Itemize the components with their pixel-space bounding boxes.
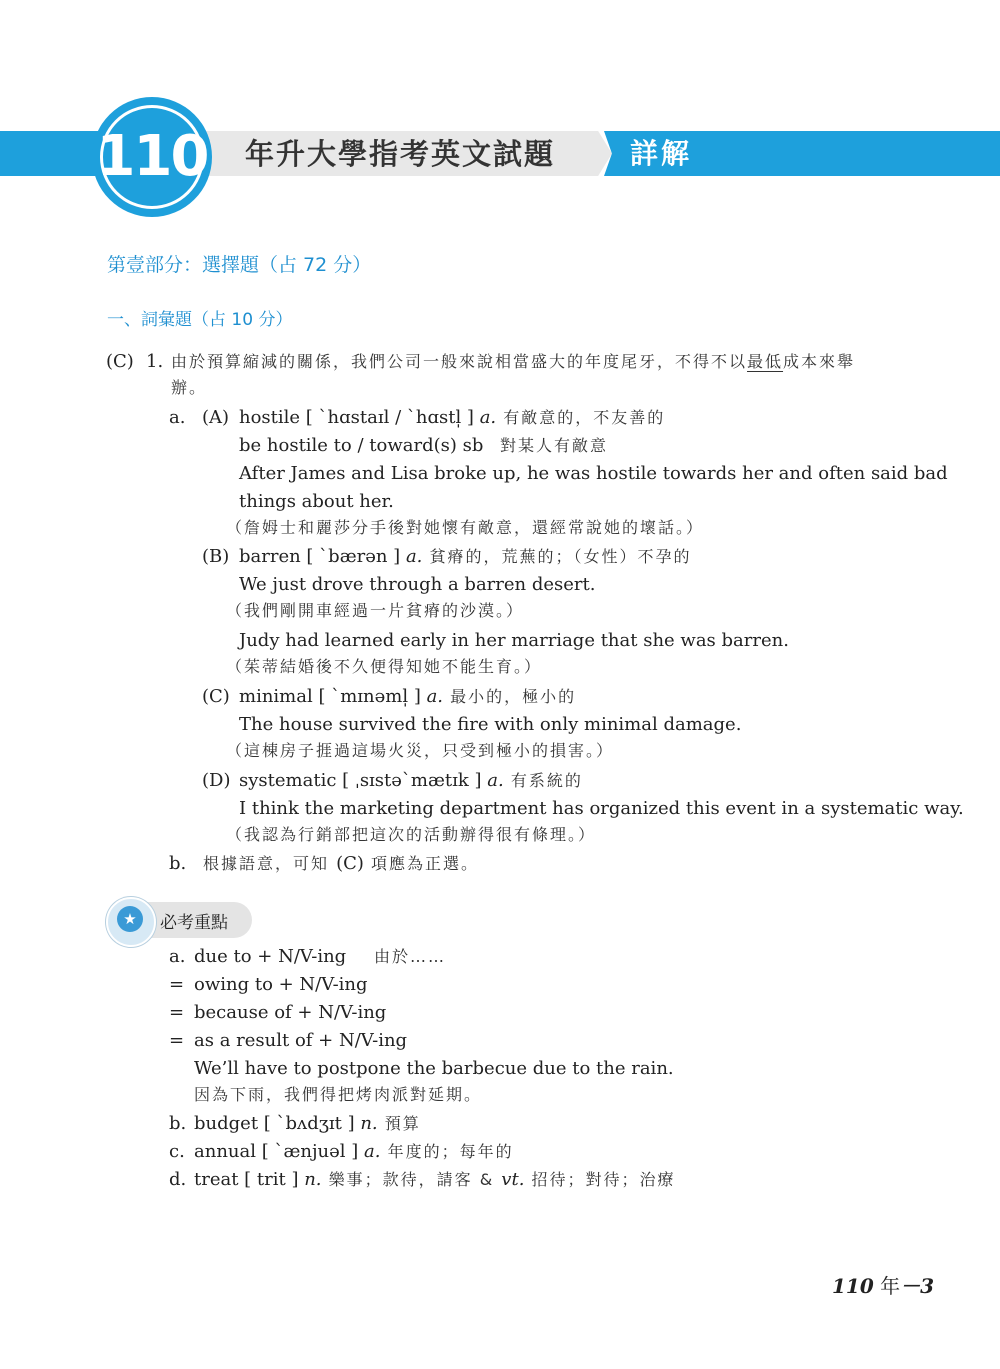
option-a-word: hostile [ ˋhɑstaɪl / ˋhɑstl̩ ] [239, 407, 480, 428]
question-stem-line2 [171, 376, 207, 400]
option-a-phrase: be hostile to / toward(s) sb [239, 435, 484, 456]
explanation-b-text-3: 項應為正選。 [363, 854, 480, 873]
option-a-translation: （詹姆士和麗莎分手後對她懷有敵意，還經常說她的壞話。） [226, 518, 705, 537]
option-b-entry [239, 545, 691, 569]
option-a-pos: a. [479, 407, 497, 428]
key-c-pos: a. [364, 1141, 381, 1162]
key-a-equivalent-2: because of + N/V-ing [194, 1002, 387, 1023]
explanation-b-answer: (C) [336, 853, 364, 874]
key-b-entry [194, 1112, 421, 1136]
option-b-meaning: 貧瘠的，荒蕪的；（女性）不孕的 [422, 547, 692, 566]
option-b-translation2: （茱蒂結婚後不久便得知她不能生育。） [226, 657, 543, 676]
key-d-label: d. [169, 1169, 187, 1190]
section-heading: 一、詞彙題（占 10 分） [107, 310, 293, 330]
option-b-label: (B) [202, 546, 230, 567]
answer-key: (C) [106, 351, 134, 372]
page-number-page: －3 [900, 1274, 935, 1298]
option-d-pos: a. [487, 770, 504, 791]
option-d-entry [239, 769, 583, 793]
key-a-meaning: 由於…… [374, 947, 447, 966]
option-c-entry [239, 685, 576, 709]
key-d-pos-verb: vt. [501, 1169, 525, 1190]
explanation-b-label: b. [169, 853, 187, 874]
stem-text-c: 辦。 [171, 378, 208, 397]
key-a-label: a. [169, 946, 186, 967]
option-a-phrase-meaning: 對某人有敵意 [500, 436, 609, 455]
option-a-entry [239, 406, 665, 430]
key-points-label: 必考重點 [160, 913, 228, 933]
page-number-year: 110 [832, 1274, 874, 1298]
equals-sign: = [169, 1002, 185, 1023]
key-c-label: c. [169, 1141, 185, 1162]
option-d-translation1: （我認為行銷部把這次的活動辦得很有條理。） [226, 825, 597, 844]
option-d-word: systematic [ ˌsɪstəˋmætɪk ] [239, 770, 488, 791]
option-d-label: (D) [202, 770, 231, 791]
key-a-equivalent-3: as a result of + N/V-ing [194, 1030, 408, 1051]
option-a-label: (A) [202, 407, 230, 428]
option-b-pos: a. [405, 546, 423, 567]
part-heading: 第壹部分：選擇題（占 72 分） [107, 254, 372, 276]
page-number-suffix: 年 [873, 1274, 901, 1298]
equals-sign: = [169, 974, 185, 995]
header-tag: 詳解 [630, 137, 693, 170]
key-d-word: treat [ trit ] [194, 1169, 305, 1190]
explanation-b-text [203, 852, 479, 876]
star-icon: ★ [123, 910, 137, 928]
header-year: 110 [96, 124, 208, 189]
key-d-pos-noun: n. [304, 1169, 322, 1190]
key-d-meaning-verb: 招待；對待；治療 [524, 1170, 676, 1189]
key-c-entry [194, 1140, 514, 1164]
option-b-example2: Judy had learned early in her marriage that she was barren. [239, 630, 789, 651]
key-a-equivalent-1: owing to + N/V-ing [194, 974, 368, 995]
option-a-example-line1: After James and Lisa broke up, he was hostile towards her and often said bad [239, 463, 948, 484]
option-d-example1: I think the marketing department has organized this event in a systematic way. [239, 798, 964, 819]
stem-underlined-word: 最低 [747, 352, 784, 371]
explanation-b-text-1: 根據語意，可知 [203, 854, 337, 873]
key-c-meaning: 年度的；每年的 [380, 1142, 514, 1161]
option-b-word: barren [ ˋbærən ] [239, 546, 406, 567]
question-number: 1. [146, 351, 164, 372]
stem-text-a: 由於預算縮減的關係，我們公司一般來說相當盛大的年度尾牙，不得不以 [171, 352, 748, 371]
header-title: 年升大學指考英文試題 [245, 137, 556, 171]
option-a-meaning: 有敵意的，不友善的 [496, 408, 666, 427]
key-b-meaning: 預算 [377, 1114, 421, 1133]
option-c-meaning: 最小的，極小的 [443, 687, 577, 706]
option-c-pos: a. [426, 686, 444, 707]
key-a-translation: 因為下雨，我們得把烤肉派對延期。 [194, 1085, 483, 1104]
stem-text-b: 成本來舉 [783, 352, 856, 371]
key-b-word: budget [ ˋbʌdʒɪt ] [194, 1113, 361, 1134]
explanation-a-label: a. [169, 407, 186, 428]
option-c-translation1: （這棟房子捱過這場火災，只受到極小的損害。） [226, 741, 615, 760]
option-b-example1: We just drove through a barren desert. [239, 574, 596, 595]
option-a-example-line2: things about her. [239, 491, 394, 512]
equals-sign: = [169, 1030, 185, 1051]
key-a-head: due to + N/V-ing [194, 946, 347, 967]
key-c-word: annual [ ˋænjuəl ] [194, 1141, 365, 1162]
key-b-pos: n. [360, 1113, 378, 1134]
option-b-translation1: （我們剛開車經過一片貧瘠的沙漠。） [226, 601, 525, 620]
question-stem-line1 [171, 350, 855, 374]
option-c-word: minimal [ ˋmɪnəml̩ ] [239, 686, 427, 707]
key-d-entry [194, 1168, 676, 1192]
option-c-label: (C) [202, 686, 230, 707]
key-d-meaning-noun: 樂事；款待，請客 & [321, 1170, 502, 1189]
option-c-example1: The house survived the fire with only minimal damage. [239, 714, 742, 735]
key-a-example: We’ll have to postpone the barbecue due to the rain. [194, 1058, 674, 1079]
option-d-meaning: 有系統的 [503, 771, 583, 790]
page-number [832, 1270, 934, 1299]
key-b-label: b. [169, 1113, 187, 1134]
